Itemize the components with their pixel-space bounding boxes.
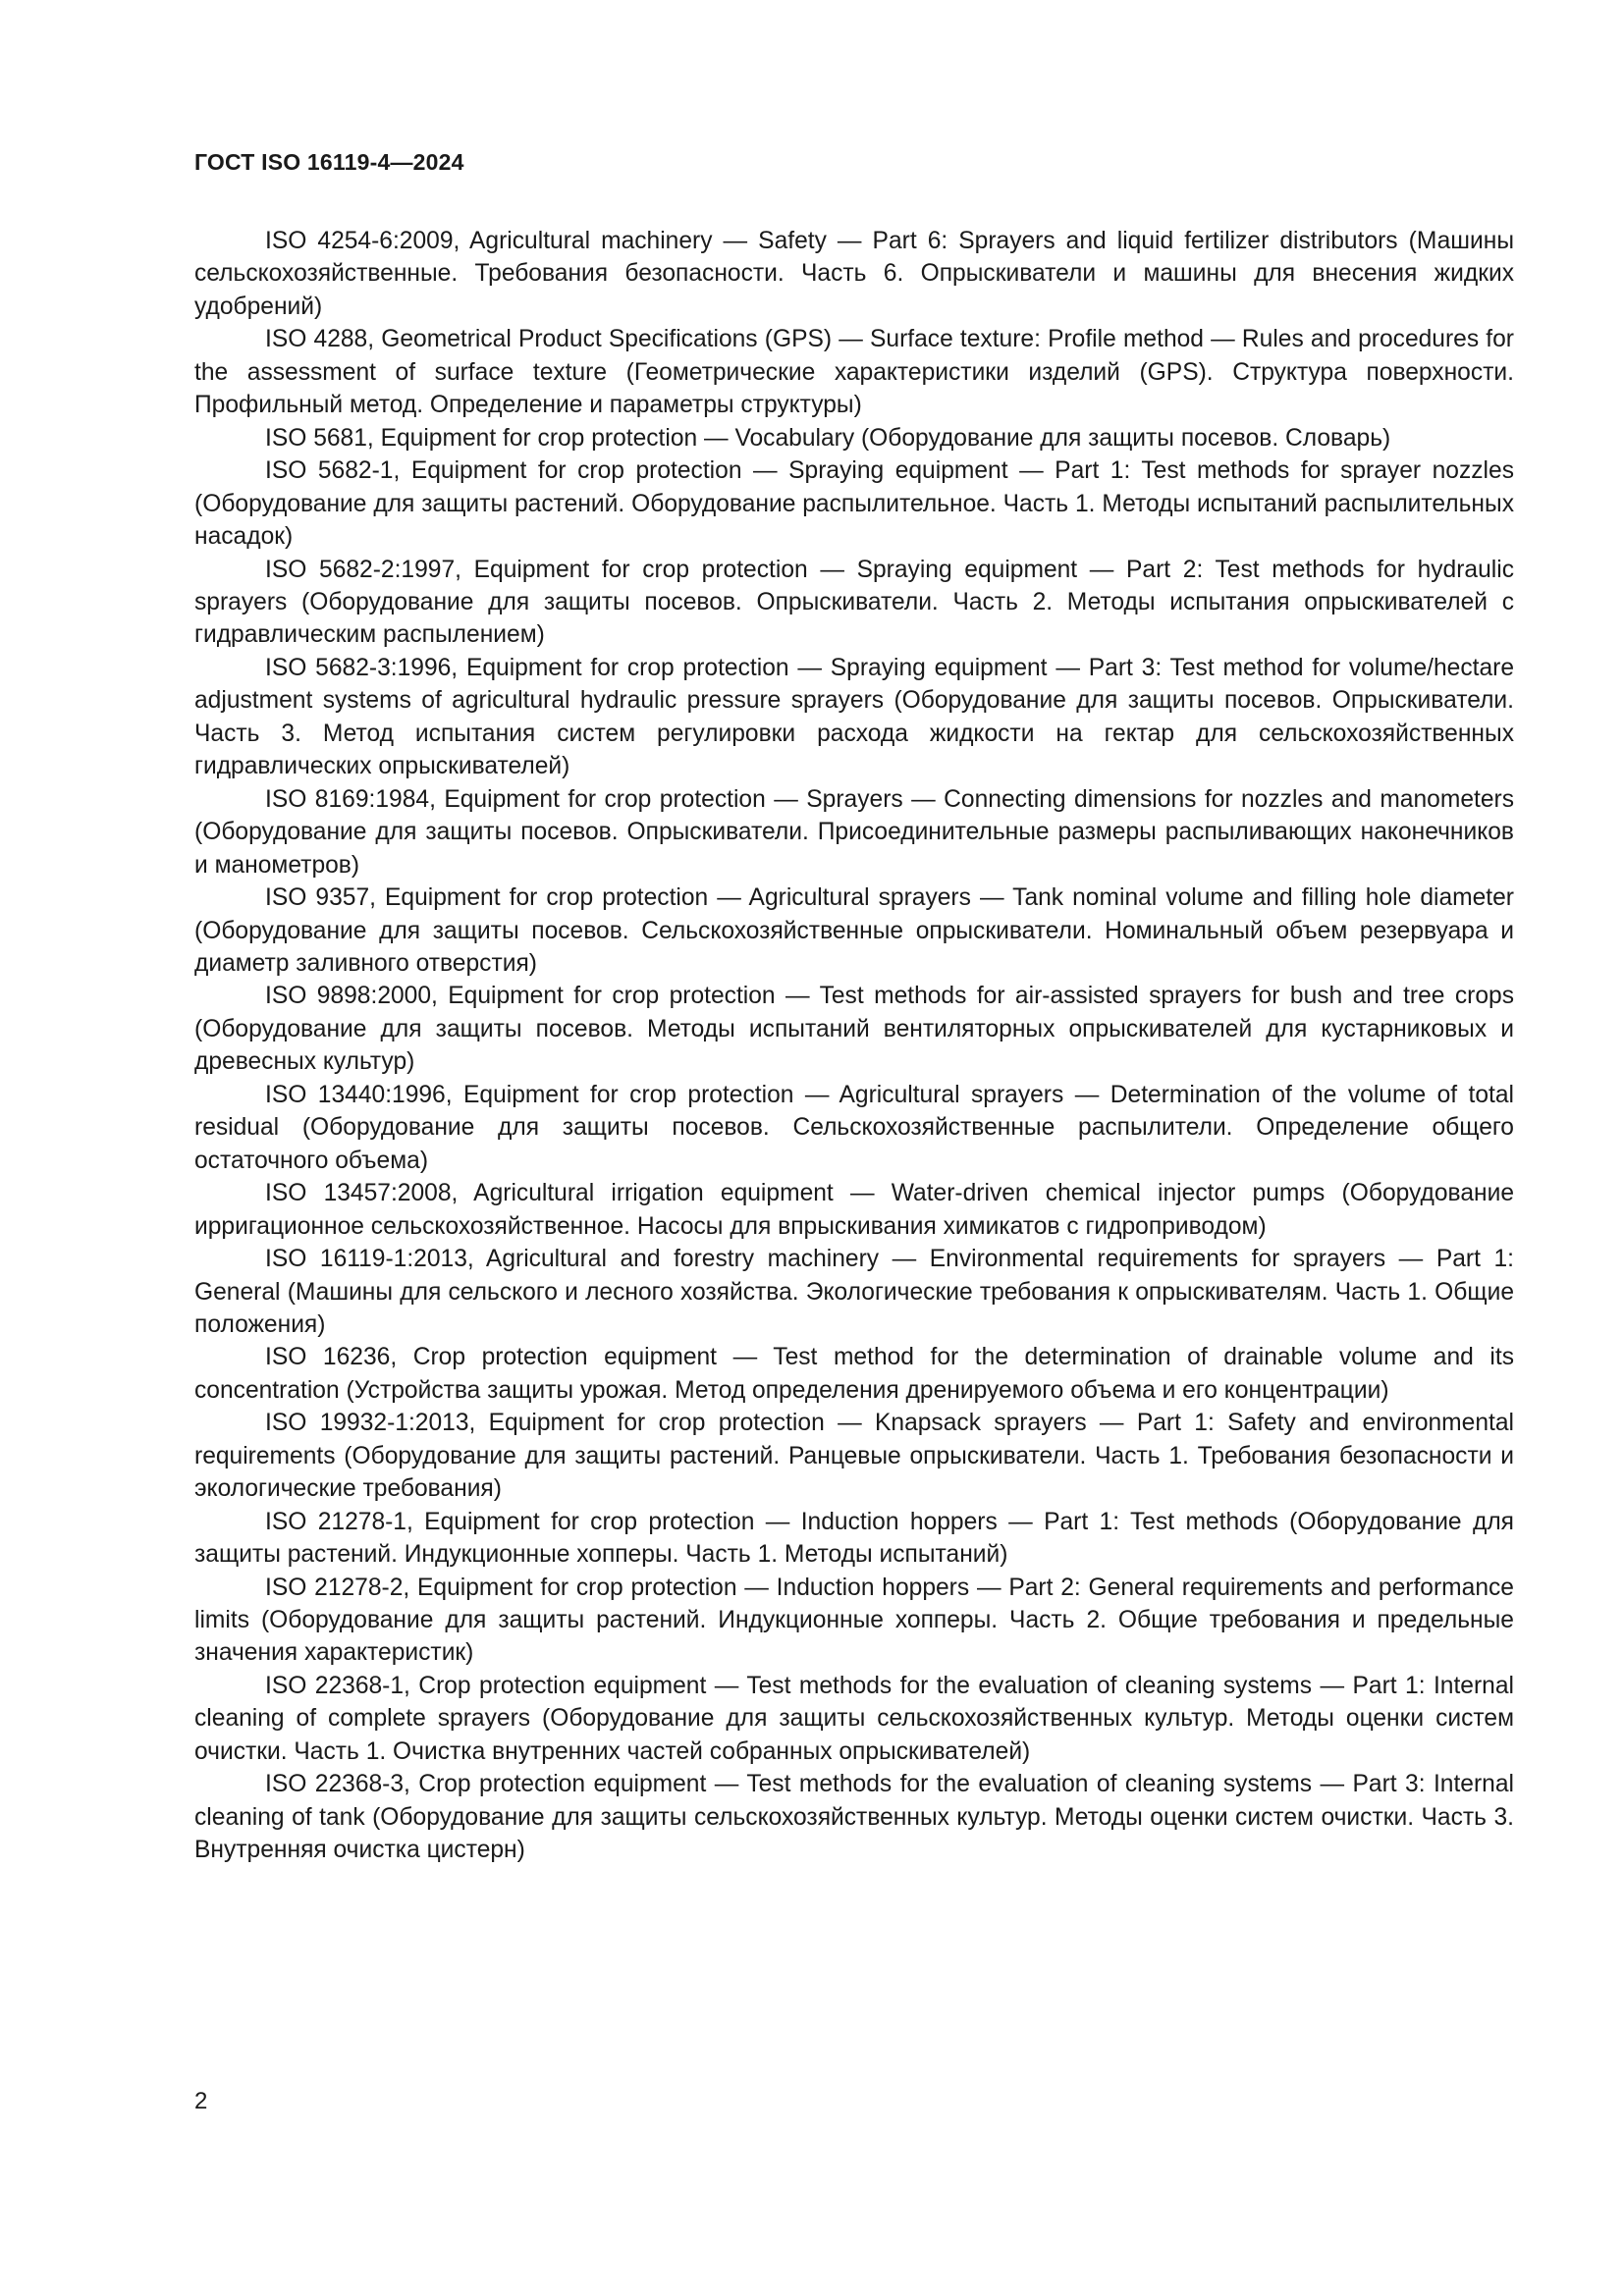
normative-references-list [194,225,1514,1867]
reference-iso-16119-1: ISO 16119-1:2013, Agricultural and forestry machinery — Environmental requirements for sprayers — Part 1: General (Машины для сельского и лесного хозяйства. Экологические требования к опрыскивателям. Часть 1. Общие положения) [194,1246,1514,1338]
reference-iso-13440: ISO 13440:1996, Equipment for crop protection — Agricultural sprayers — Determination of the volume of total residual (Оборудование для защиты посевов. Сельскохозяйственные распылители. Определение общего остаточного объема) [194,1081,1514,1174]
reference-iso-16236: ISO 16236, Crop protection equipment — Test method for the determination of drainable volume and its concentration (Устройства защиты урожая. Метод определения дренируемого объема и его концентрации) [194,1344,1514,1404]
reference-iso-22368-1: ISO 22368-1, Crop protection equipment — Test methods for the evaluation of cleaning systems — Part 1: Internal cleaning of complete sprayers (Оборудование для защиты сельскохозяйственных культур. Методы оценки систем очистки. Часть 1. Очистка внутренних частей собранных опрыскивателей) [194,1672,1514,1765]
reference-iso-5682-1: ISO 5682-1, Equipment for crop protection — Spraying equipment — Part 1: Test methods for sprayer nozzles (Оборудование для защиты растений. Оборудование распылительное. Часть 1. Методы испытаний распылительных насадок) [194,457,1514,551]
page-header-standard-id: ГОСТ ISO 16119-4—2024 [194,149,464,175]
reference-iso-19932-1: ISO 19932-1:2013, Equipment for crop protection — Knapsack sprayers — Part 1: Safety and environmental requirements (Оборудование для защиты растений. Ранцевые опрыскиватели. Часть 1. Требования безопасности и экологические требования) [194,1410,1514,1503]
reference-iso-9898: ISO 9898:2000, Equipment for crop protection — Test methods for air-assisted sprayers for bush and tree crops (Оборудование для защиты посевов. Методы испытаний вентиляторных опрыскивателей для кустарниковых и древесных культур) [194,983,1514,1076]
reference-iso-5682-3: ISO 5682-3:1996, Equipment for crop protection — Spraying equipment — Part 3: Test method for volume/hectare adjustment systems of agricultural hydraulic pressure sprayers (Оборудование для защиты посевов. Опрыскиватели. Часть 3. Метод испытания систем регулировки расхода жидкости на гектар для сельскохозяйственных гидравлических опрыскивателей) [194,654,1514,780]
reference-iso-13457: ISO 13457:2008, Agricultural irrigation equipment — Water-driven chemical injector pumps (Оборудование ирригационное сельскохозяйственное. Насосы для впрыскивания химикатов с гидроприводом) [194,1180,1514,1240]
reference-iso-5682-2: ISO 5682-2:1997, Equipment for crop protection — Spraying equipment — Part 2: Test methods for hydraulic sprayers (Оборудование для защиты посевов. Опрыскиватели. Часть 2. Методы испытания опрыскивателей с гидравлическим распылением) [194,556,1514,649]
reference-iso-4254-6: ISO 4254-6:2009, Agricultural machinery — Safety — Part 6: Sprayers and liquid fertilizer distributors (Машины сельскохозяйственные. Требования безопасности. Часть 6. Опрыскиватели и машины для внесения жидких удобрений) [194,228,1514,320]
reference-iso-21278-1: ISO 21278-1, Equipment for crop protection — Induction hoppers — Part 1: Test methods (Оборудование для защиты растений. Индукционные хопперы. Часть 1. Методы испытаний) [194,1508,1514,1569]
reference-iso-22368-3: ISO 22368-3, Crop protection equipment — Test methods for the evaluation of cleaning systems — Part 3: Internal cleaning of tank (Оборудование для защиты сельскохозяйственных культур. Методы оценки систем очистки. Часть 3. Внутренняя очистка цистерн) [194,1771,1514,1864]
reference-iso-9357: ISO 9357, Equipment for crop protection — Agricultural sprayers — Tank nominal volume and filling hole diameter (Оборудование для защиты посевов. Сельскохозяйственные опрыскиватели. Номинальный объем резервуара и диаметр заливного отверстия) [194,884,1514,977]
reference-iso-5681: ISO 5681, Equipment for crop protection — Vocabulary (Оборудование для защиты посевов. Словарь) [265,424,1391,452]
reference-iso-4288: ISO 4288, Geometrical Product Specifications (GPS) — Surface texture: Profile method — Rules and procedures for the assessment of surface texture (Геометрические характеристики изделий (GPS). Структура поверхности. Профильный метод. Определение и параметры структуры) [194,326,1514,419]
page-number: 2 [194,2088,208,2114]
reference-iso-21278-2: ISO 21278-2, Equipment for crop protection — Induction hoppers — Part 2: General requirements and performance limits (Оборудование для защиты растений. Индукционные хопперы. Часть 2. Общие требования и предельные значения характеристик) [194,1574,1514,1667]
reference-iso-8169: ISO 8169:1984, Equipment for crop protection — Sprayers — Connecting dimensions for nozzles and manometers (Оборудование для защиты посевов. Опрыскиватели. Присоединительные размеры распыливающих наконечников и манометров) [194,785,1514,879]
